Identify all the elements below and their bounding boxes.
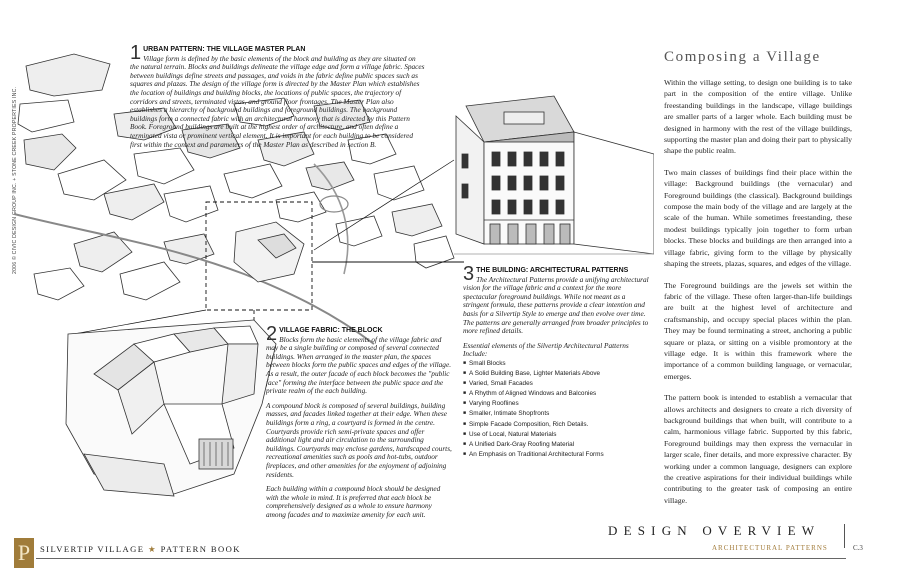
section-2-paragraph: A compound block is composed of several buildings, building masses, and facades linked together at their edge. When these buildings form a ring, a courtyard is formed in the centre. Courtyards provide rich semi-private spaces and offer additional light and air circulation to the surrounding buildings. Courtyards may enclose gardens, hardscaped courts, recreational amenities such as pools and hot-tubs, outdoor fireplaces, and other amenities for the enjoyment of adjoining residents. bbox=[266, 400, 452, 479]
section-3-body: The Architectural Patterns provide a unifying architectural vision for the village fabric and a context for the more spectacular foreground buildings. While not meant as a stringent formula, these patterns provide a clear intention and basis for a Silvertip Style to emerge and then evolve over time. The patterns are generally arranged from broader principles to more refined details. bbox=[463, 274, 649, 336]
right-paragraph: Two main classes of buildings find their place within the village: Background buildings (the vernacular) and Foreground buildings (the classical). Background buildings compose the main body of the village and are largely at the scale of the human. While sometimes freestanding, these modest buildings typically join together to form urban blocks. These blocks and buildings are then arranged into a village fabric, giving form to the village by physically shaping the streets, plazas, squares, and edges of the village. bbox=[664, 167, 852, 269]
section-2-paragraph: Each building within a compound block should be designed with the whole in mind. It is preferred that each block be comprehensively designed as a whole to ensure harmony among facades and to maximize amenity for each unit. bbox=[266, 484, 441, 519]
list-item: ■ Smaller, Intimate Shopfronts bbox=[463, 409, 651, 419]
list-item: ■ Simple Facade Composition, Rich Details. bbox=[463, 420, 651, 430]
pattern-book-logo: P bbox=[14, 538, 34, 568]
right-paragraph: The Foreground buildings are the jewels set within the fabric of the village. These often larger-than-life buildings are built at the highest level of architecture and craftsmanship, and occupy special places within the plan. They may be found terminating a street, anchoring a public square or plaza, or sitting on a visible promontory at the village edge. It is within this framework where the importance of a common building language, or vernacular, emerges. bbox=[664, 280, 852, 381]
book-title-right: PATTERN BOOK bbox=[160, 544, 241, 554]
copyright-text: 2006 © CIVIC DESIGN GROUP INC. + STONE CREEK PROPERTIES INC. bbox=[12, 86, 18, 274]
pattern-list bbox=[463, 359, 651, 460]
section-village-fabric bbox=[266, 323, 452, 525]
section-3-heading: THE BUILDING: ARCHITECTURAL PATTERNS bbox=[476, 267, 629, 274]
right-column-text bbox=[664, 77, 852, 516]
page-title: Composing a Village bbox=[664, 49, 821, 65]
footer-divider bbox=[844, 524, 845, 548]
right-paragraph: The pattern book is intended to establish a vernacular that allows architects and designers to create a rich diversity of background buildings that when built, will contribute to a calm, harmonious village fabric. Supported by this fabric, Foreground buildings may then express the vernacular in larger scale, finer details, and more expressive character. By working under a common language, designers can explore the creative aspirations for their individual buildings while contributing to the greater task of composing an entire village. bbox=[664, 393, 852, 505]
section-1-body: Village form is defined by the basic elements of the block and building as they are situated on the natural terrain. Blocks and buildings delineate the village edge and form a village fabric. Spaces between buildings define streets and passages, and voids in the fabric define public spaces such as squares and plazas. The design of the village form is directed by the Master Plan which establishes the location of buildings and building blocks, the locations of public spaces, the trajectory of corridors and streets, terminated vistas, and ground floor frontages. The Master Plan also establishes a hierarchy of background buildings and foreground buildings. The background buildings form a connected fabric with an architectural harmony that is directed by this Pattern Book. Foreground buildings are built at the highest order of architecture, and often define a terminated vista or prominent vertical element. It is important for each building to be considered first within the context and parameters of the Master Plan as described in section B. bbox=[130, 53, 425, 149]
section-3-number: 3 bbox=[463, 263, 475, 285]
list-item: ■ A Unified Dark-Gray Roofing Material bbox=[463, 440, 651, 450]
list-item: ■ A Rhythm of Aligned Windows and Balconies bbox=[463, 389, 651, 399]
list-item: ■ A Solid Building Base, Lighter Materials Above bbox=[463, 369, 651, 379]
block-drawing bbox=[66, 320, 276, 496]
section-1-number: 1 bbox=[130, 42, 142, 64]
book-title bbox=[40, 544, 241, 555]
page-number: C.3 bbox=[853, 544, 863, 552]
architectural-patterns-label: ARCHITECTURAL PATTERNS bbox=[712, 544, 828, 552]
list-item: ■ Varied, Small Facades bbox=[463, 379, 651, 389]
list-item: ■ Small Blocks bbox=[463, 359, 651, 369]
design-overview-heading: DESIGN OVERVIEW bbox=[608, 523, 821, 538]
list-item: ■ Varying Rooflines bbox=[463, 399, 651, 409]
star-icon: ★ bbox=[147, 544, 158, 554]
section-2-number: 2 bbox=[266, 323, 278, 345]
section-2-paragraph: Blocks form the basic elements of the village fabric and may be a single building or composed of several connected buildings. When arranged in the master plan, the spaces between blocks form the public spaces and edges of the village. As a result, the outer facade of each block becomes the "public face" forming the interface between the public space and the private realm of the each building. bbox=[266, 334, 452, 396]
section-1-heading: URBAN PATTERN: THE VILLAGE MASTER PLAN bbox=[143, 46, 306, 53]
section-urban-pattern bbox=[130, 42, 426, 155]
section-3-list-intro: Essential elements of the Silvertip Architectural Patterns Include: bbox=[463, 340, 629, 359]
section-building-patterns bbox=[463, 263, 651, 460]
list-item: ■ An Emphasis on Traditional Architectural Forms bbox=[463, 450, 651, 460]
list-item: ■ Use of Local, Natural Materials bbox=[463, 430, 651, 440]
building-drawing bbox=[454, 96, 654, 254]
section-2-heading: VILLAGE FABRIC: THE BLOCK bbox=[279, 327, 383, 334]
footer-rule bbox=[36, 558, 846, 559]
right-paragraph: Within the village setting, to design one building is to take part in the composition of the entire village. Unlike freestanding buildings in the landscape, village buildings are smaller parts of a larger whole. Each building must be designed in harmony with the rest of the village buildings, supporting the master plan and doing their part to physically shape the public realm. bbox=[664, 78, 852, 156]
book-title-left: SILVERTIP VILLAGE bbox=[40, 544, 145, 554]
copyright-vertical bbox=[2, 40, 18, 280]
